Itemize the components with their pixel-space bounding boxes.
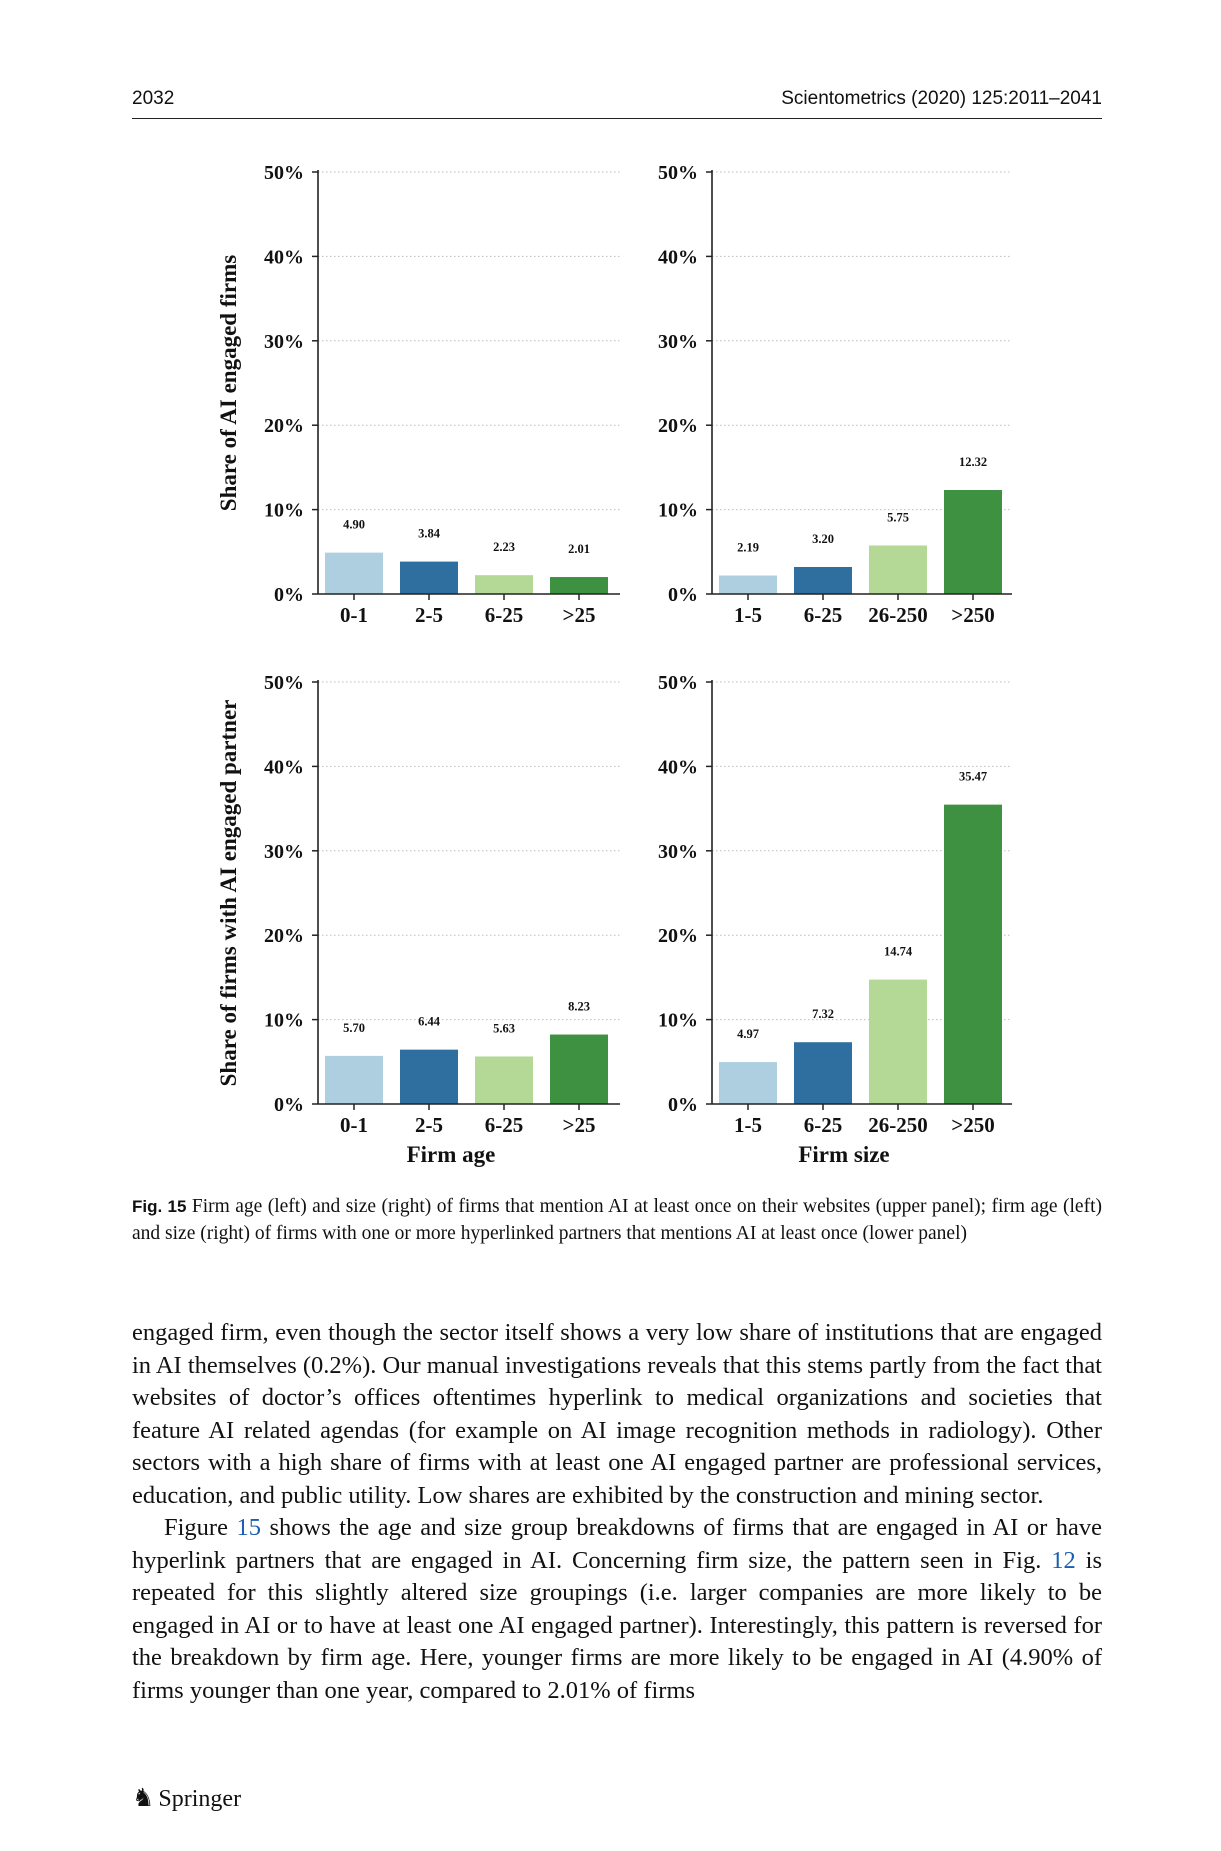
- x-tick-label: 1-5: [734, 1113, 762, 1137]
- data-label: 5.70: [343, 1020, 365, 1035]
- x-tick-label: >25: [562, 603, 596, 627]
- y-tick-label: 40%: [264, 246, 304, 269]
- y-tick-label: 10%: [264, 499, 304, 522]
- y-axis-title: Share of AI engaged firms: [216, 254, 241, 512]
- y-tick-label: 0%: [668, 584, 698, 606]
- data-label: 2.01: [568, 542, 590, 557]
- y-tick-label: 20%: [264, 415, 304, 438]
- figure-15-link[interactable]: 15: [236, 1514, 261, 1541]
- data-label: 3.20: [812, 531, 834, 546]
- figure-caption: [132, 1193, 1102, 1247]
- caption-text: Firm age (left) and size (right) of firms that mention AI at least once on their websites (upper panel); firm age (left) and size (right) of firms with one or more hyperlinked partners that mentions AI at least once (lower panel): [132, 1196, 1102, 1244]
- y-tick-label: 10%: [264, 1009, 304, 1032]
- bar-6-25: [794, 1042, 852, 1104]
- publisher-name: Springer: [158, 1786, 242, 1812]
- x-axis-title: Firm age: [406, 1142, 496, 1167]
- data-label: 2.23: [493, 540, 515, 555]
- y-tick-label: 50%: [658, 162, 698, 184]
- figure-12-link[interactable]: 12: [1051, 1546, 1076, 1574]
- data-label: 4.97: [737, 1027, 759, 1042]
- data-label: 3.84: [418, 526, 440, 541]
- y-tick-label: 30%: [658, 330, 698, 353]
- y-tick-label: 40%: [658, 756, 698, 779]
- bar->250: [944, 490, 1002, 594]
- bar-6-25: [794, 567, 852, 594]
- bar-2-5: [400, 562, 458, 594]
- data-label: 12.32: [958, 455, 988, 470]
- y-tick-label: 50%: [658, 672, 698, 694]
- x-tick-label: >250: [951, 603, 995, 627]
- y-tick-label: 40%: [264, 756, 304, 779]
- y-tick-label: 0%: [668, 1094, 698, 1116]
- y-tick-label: 30%: [264, 330, 304, 353]
- x-tick-label: 1-5: [734, 603, 762, 627]
- y-tick-label: 0%: [274, 584, 304, 606]
- data-label: 6.44: [418, 1014, 440, 1029]
- x-axis-title: Firm size: [798, 1142, 890, 1167]
- bar-0-1: [325, 1056, 383, 1104]
- data-label: 5.63: [493, 1021, 515, 1036]
- data-label: 14.74: [883, 944, 913, 959]
- y-tick-label: 50%: [264, 162, 304, 184]
- x-tick-label: >25: [562, 1113, 596, 1137]
- y-tick-label: 10%: [658, 499, 698, 522]
- x-tick-label: >250: [951, 1113, 995, 1137]
- bar-1-5: [719, 1062, 777, 1104]
- y-tick-label: 50%: [264, 672, 304, 694]
- y-tick-label: 0%: [274, 1094, 304, 1116]
- bar-26-250: [869, 545, 927, 594]
- y-tick-label: 40%: [658, 246, 698, 269]
- x-tick-label: 26-250: [868, 603, 928, 627]
- bar->25: [550, 1035, 608, 1104]
- bar->250: [944, 805, 1002, 1104]
- x-tick-label: 0-1: [340, 603, 368, 627]
- paragraph-2: Figure 15 shows the age and size group breakdowns of firms that are engaged in AI or have hyperlink partners that are engaged in AI. Concerning firm size, the pattern seen in Fig. 12 is repeated for this slightly altered size groupings (i.e. larger companies are more likely to be engaged in AI or to have at least one AI engaged partner). Interestingly, this pattern is reversed for the breakdown by firm age. Here, younger firms are more likely to be engaged in AI (4.90% of firms younger than one year, compared to 2.01% of firms: [132, 1514, 1103, 1704]
- bar->25: [550, 577, 608, 594]
- data-label: 5.75: [887, 510, 909, 525]
- y-tick-label: 20%: [264, 925, 304, 948]
- body-text: [132, 1317, 1102, 1707]
- publisher-footer: [132, 1783, 241, 1813]
- x-tick-label: 6-25: [484, 1113, 524, 1137]
- paragraph-1: engaged firm, even though the sector itself shows a very low share of institutions that are engaged in AI themselves (0.2%). Our manual investigations reveals that this stems partly from the fact that websites of doctor’s offices oftentimes hyperlink to medical organizations and societies that feature AI related agendas (for example on AI image recognition methods in radiology). Other sectors with a high share of firms with at least one AI engaged partner are professional services, education, and public utility. Low shares are exhibited by the construction and mining sector.: [132, 1319, 1102, 1509]
- x-tick-label: 6-25: [803, 1113, 843, 1137]
- figure-label: Fig. 15: [132, 1197, 187, 1216]
- y-tick-label: 20%: [658, 925, 698, 948]
- y-axis-title: Share of firms with AI engaged partner: [216, 699, 241, 1087]
- journal-citation: Scientometrics (2020) 125:2011–2041: [781, 88, 1102, 109]
- bar-2-5: [400, 1050, 458, 1104]
- bar-6-25: [475, 575, 533, 594]
- x-tick-label: 2-5: [415, 1113, 443, 1137]
- x-tick-label: 6-25: [803, 603, 843, 627]
- springer-horse-icon: ♞: [132, 1785, 155, 1812]
- y-tick-label: 30%: [658, 840, 698, 863]
- y-tick-label: 10%: [658, 1009, 698, 1032]
- bar-0-1: [325, 553, 383, 594]
- data-label: 2.19: [737, 540, 759, 555]
- x-tick-label: 2-5: [415, 603, 443, 627]
- y-tick-label: 30%: [264, 840, 304, 863]
- page-number: 2032: [132, 88, 175, 109]
- data-label: 8.23: [568, 999, 590, 1014]
- bar-6-25: [475, 1056, 533, 1104]
- y-tick-label: 20%: [658, 415, 698, 438]
- data-label: 4.90: [343, 517, 365, 532]
- x-tick-label: 26-250: [868, 1113, 928, 1137]
- bar-1-5: [719, 576, 777, 594]
- data-label: 7.32: [812, 1007, 834, 1022]
- x-tick-label: 6-25: [484, 603, 524, 627]
- bar-26-250: [869, 980, 927, 1104]
- data-label: 35.47: [958, 769, 988, 784]
- x-tick-label: 0-1: [340, 1113, 368, 1137]
